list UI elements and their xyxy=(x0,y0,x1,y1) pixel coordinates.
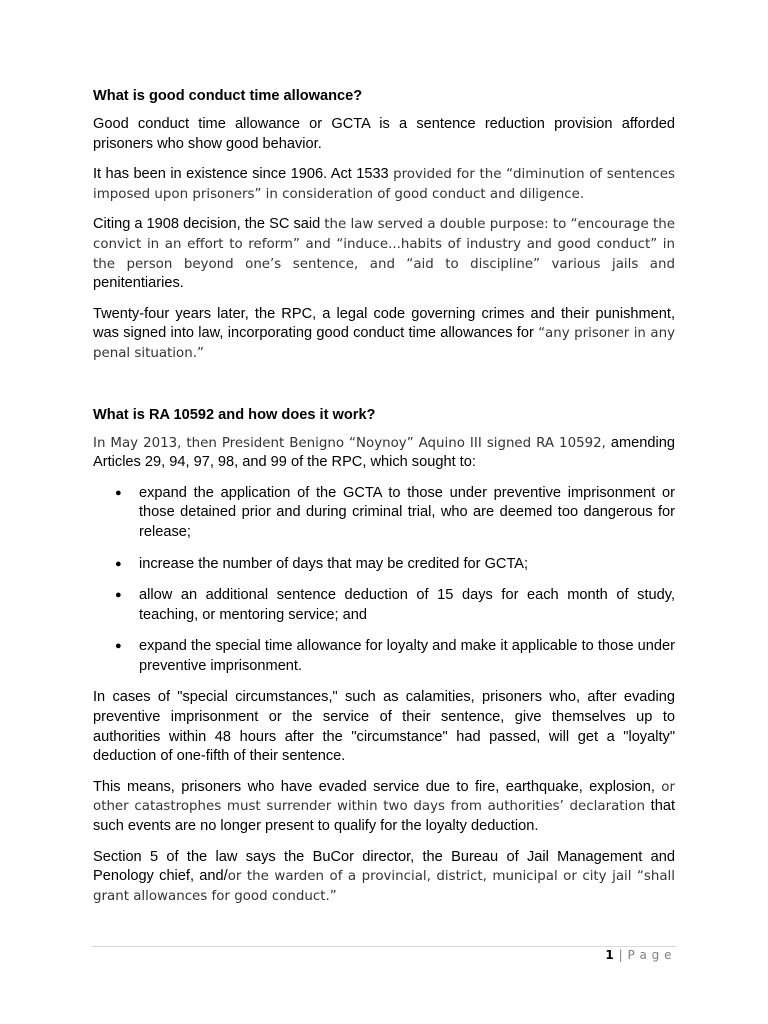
text-run-quoted: or the warden of a provincial, district, municipal or city jail “shall grant allowances for good conduct.” xyxy=(93,869,676,904)
paragraph-section-5 xyxy=(93,848,675,907)
list-item-text: expand the special time allowance for loyalty and make it applicable to those under preventive imprisonment. xyxy=(139,638,675,674)
text-run-quoted: the law served a double purpose: to “encourage the convict in an effort to reform” and “induce...habits of industry and good conduct” in the person beyond one’s sentence, and “aid to discipline” various jails and xyxy=(93,217,675,272)
bullet-icon: ● xyxy=(115,640,122,653)
page-label: P a g e xyxy=(627,948,672,962)
page-footer xyxy=(605,948,672,962)
list-item xyxy=(93,586,675,625)
footer-divider xyxy=(91,946,677,947)
footer-separator: | xyxy=(614,948,628,962)
text-run: This means, prisoners who have evaded service due to fire, earthquake, explosion, xyxy=(93,778,662,795)
text-run: It has been in existence since 1906. Act 1533 xyxy=(93,166,394,183)
list-item-text: allow an additional sentence deduction of 15 days for each month of study, teaching, or mentoring service; and xyxy=(139,587,675,623)
paragraph-loyalty-deduction xyxy=(93,778,675,837)
text-run: amending Articles 29, 94, 97, 98, and 99 of the RPC, which sought to: xyxy=(93,434,675,471)
amendments-list xyxy=(93,484,675,677)
list-item xyxy=(93,637,675,676)
text-run: Section 5 of the law says the BuCor director, the Bureau of Jail Management and Penology chief, and/ xyxy=(93,848,675,885)
bullet-icon: ● xyxy=(115,557,122,570)
document-page xyxy=(93,86,675,917)
list-item-text: expand the application of the GCTA to those under preventive imprisonment or those detained prior and during criminal trial, who are deemed too dangerous for release; xyxy=(139,484,675,540)
text-run: Twenty-four years later, the RPC, a legal code governing crimes and their punishment, was signed into law, incorporating good conduct time allowances for xyxy=(93,305,675,342)
list-item xyxy=(93,555,675,575)
list-item xyxy=(93,484,675,543)
section-spacer xyxy=(93,375,675,405)
section-heading-gcta: What is good conduct time allowance? xyxy=(93,88,363,104)
text-run: Citing a 1908 decision, the SC said xyxy=(93,216,325,233)
text-run-quoted: provided for the “diminution of sentences imposed upon prisoners” in consideration of good conduct and diligence. xyxy=(93,167,675,202)
paragraph-gcta-history xyxy=(93,165,675,204)
paragraph-rpc xyxy=(93,305,675,364)
bullet-icon: ● xyxy=(115,486,122,499)
paragraph-ra10592-intro xyxy=(93,434,675,473)
text-run-quoted: “any prisoner in any penal situation.” xyxy=(93,326,675,361)
text-run: that such events are no longer present to qualify for the loyalty deduction. xyxy=(93,798,675,835)
text-run-quoted: or other catastrophes must surrender within two days from authorities’ declaration xyxy=(93,779,675,815)
section-heading-ra10592: What is RA 10592 and how does it work? xyxy=(93,406,376,423)
text-run-quoted: In May 2013, then President Benigno “Noynoy” Aquino III signed RA 10592, xyxy=(93,435,611,451)
page-number: 1 xyxy=(605,948,615,962)
text-run: penitentiaries. xyxy=(93,275,184,292)
paragraph-sc-decision xyxy=(93,215,675,293)
paragraph-gcta-definition: Good conduct time allowance or GCTA is a sentence reduction provision afforded prisoners who show good behavior. xyxy=(93,116,675,152)
paragraph-special-circumstances: In cases of "special circumstances," such as calamities, prisoners who, after evading preventive imprisonment or the service of their sentence, give themselves up to authorities within 48 hours after the "circumstance" had passed, will get a "loyalty" deduction of one-fifth of their sentence. xyxy=(93,689,675,765)
list-item-text: increase the number of days that may be credited for GCTA; xyxy=(139,555,529,572)
bullet-icon: ● xyxy=(115,589,122,602)
